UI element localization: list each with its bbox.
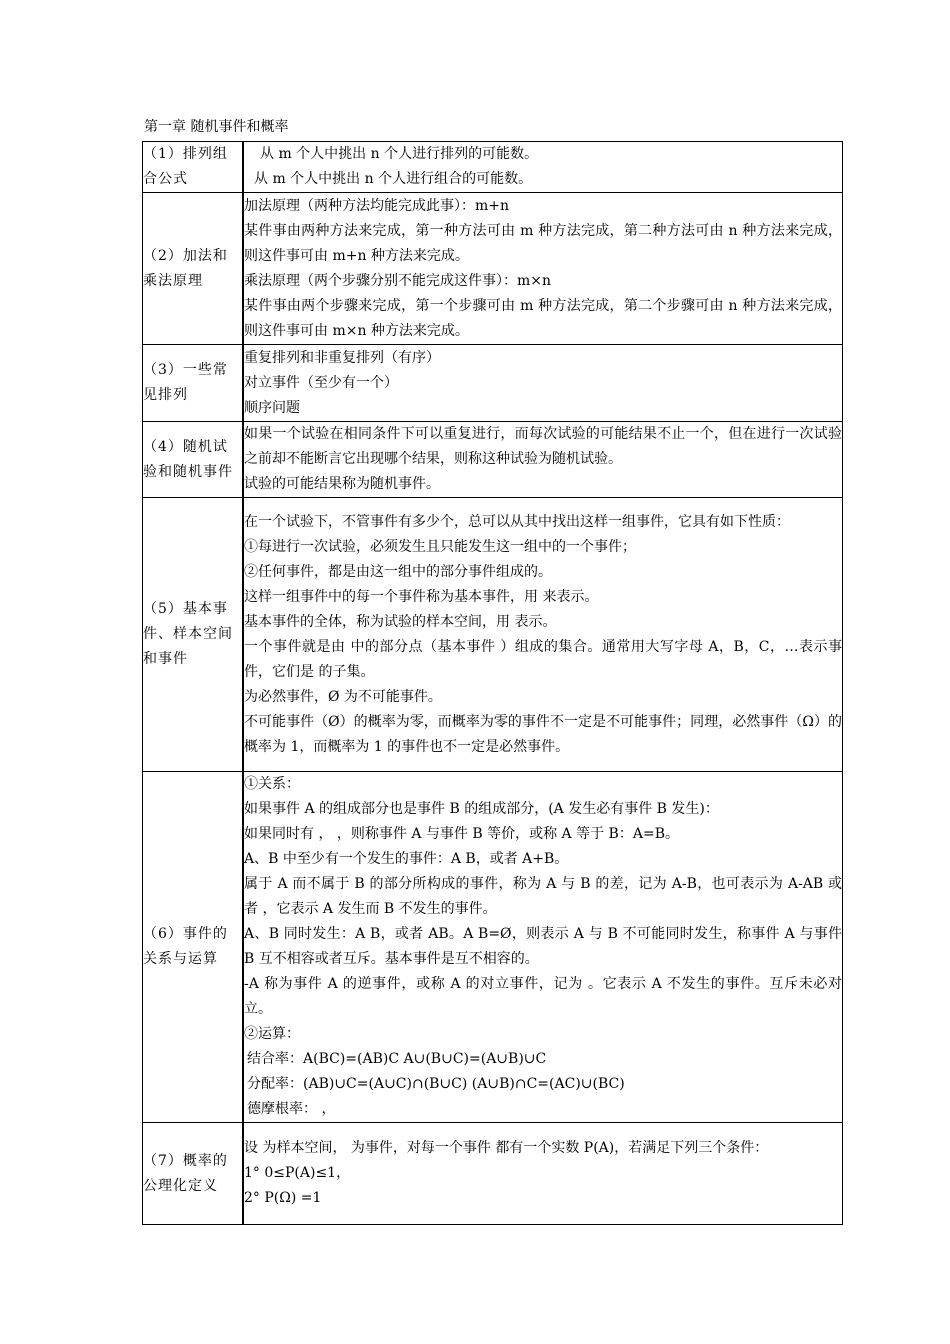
- content-line: 加法原理（两种方法均能完成此事）：m+n: [244, 197, 510, 214]
- content-line: 德摩根率： ，: [247, 1101, 336, 1117]
- row-content-probability-axioms: [243, 1123, 843, 1225]
- content-line: ①关系：: [244, 776, 300, 792]
- row-label-common-permutations: （3）一些常见排列: [143, 345, 244, 422]
- content-line: A、B 中至少有一个发生的事件：A B，或者 A+B。: [244, 851, 569, 867]
- content-line: ①每进行一次试验，必须发生且只能发生这一组中的一个事件；: [244, 538, 636, 555]
- content-line: ②运算：: [244, 1026, 300, 1042]
- table-row-probability-axioms: [143, 1123, 843, 1225]
- content-paragraph: -A 称为事件 A 的逆事件，或称 A 的对立事件，记为 。它表示 A 不发生的事件。互斥未必对立。: [244, 976, 842, 1017]
- content-line: 2° P(Ω) =1: [244, 1190, 322, 1206]
- content-line: 顺序问题: [244, 399, 300, 416]
- row-content-common-permutations: [243, 345, 843, 422]
- content-paragraph: 不可能事件（Ø）的概率为零，而概率为零的事件不一定是不可能事件；同理，必然事件（Ω）的概率为 1，而概率为 1 的事件也不一定是必然事件。: [244, 713, 842, 755]
- content-line: 对立事件（至少有一个）: [244, 374, 398, 391]
- row-label-probability-axioms: （7）概率的公理化定义: [143, 1123, 244, 1225]
- content-line: 为必然事件，Ø 为不可能事件。: [244, 688, 442, 705]
- table-row-common-permutations: [143, 345, 843, 422]
- content-line: 从 m 个人中挑出 n 个人进行组合的可能数。: [254, 171, 533, 187]
- table-row-sample-space: [143, 498, 843, 772]
- row-content-addition-multiplication: [243, 193, 843, 345]
- content-line: 结合率：A(BC)=(AB)C A∪(B∪C)=(A∪B)∪C: [247, 1051, 547, 1067]
- table-row-event-relations: [143, 772, 843, 1123]
- row-label-random-experiment: （4）随机试验和随机事件: [143, 422, 244, 498]
- content-line: 如果事件 A 的组成部分也是事件 B 的组成部分，(A 发生必有事件 B 发生)：: [244, 801, 719, 817]
- row-content-random-experiment: [243, 422, 843, 498]
- content-line: 基本事件的全体，称为试验的样本空间，用 表示。: [244, 613, 557, 630]
- table-row-addition-multiplication: [143, 193, 843, 345]
- content-line: 这样一组事件中的每一个事件称为基本事件，用 来表示。: [244, 588, 599, 605]
- row-label-event-relations: （6）事件的关系与运算: [143, 772, 244, 1123]
- content-paragraph: 某件事由两个步骤来完成，第一个步骤可由 m 种方法完成，第二个步骤可由 n 种方法来完成，则这件事可由 m×n 种方法来完成。: [244, 297, 842, 339]
- content-paragraph: 属于 A 而不属于 B 的部分所构成的事件，称为 A 与 B 的差，记为 A-B，也可表示为 A-AB 或者 ，它表示 A 发生而 B 不发生的事件。: [244, 876, 842, 917]
- content-line: 乘法原理（两个步骤分别不能完成这件事）：m×n: [244, 272, 552, 289]
- row-label-addition-multiplication: （2）加法和乘法原理: [143, 193, 244, 345]
- row-label-permutation: （1）排列组合公式: [143, 142, 244, 193]
- content-paragraph: 一个事件就是由 中的部分点（基本事件 ）组成的集合。通常用大写字母 A，B，C，…表示事件，它们是 的子集。: [244, 638, 842, 680]
- row-content-event-relations: [243, 772, 843, 1123]
- row-content-sample-space: [243, 498, 843, 772]
- content-line: 1° 0≤P(A)≤1，: [244, 1165, 351, 1181]
- content-paragraph: 在一个试验下，不管事件有多少个，总可以从其中找出这样一组事件，它具有如下性质：: [244, 513, 790, 530]
- content-line: 从 m 个人中挑出 n 个人进行排列的可能数。: [260, 146, 539, 162]
- content-line: 试验的可能结果称为随机事件。: [244, 476, 440, 492]
- row-content-permutation: [243, 142, 843, 193]
- chapter-title: 第一章 随机事件和概率: [144, 119, 289, 135]
- content-paragraph: 某件事由两种方法来完成，第一种方法可由 m 种方法完成，第二种方法可由 n 种方法来完成，则这件事可由 m+n 种方法来完成。: [244, 222, 842, 264]
- table-row-random-experiment: [143, 422, 843, 498]
- content-line: 重复排列和非重复排列（有序）: [244, 349, 440, 366]
- table-row-permutation: [143, 142, 843, 193]
- row-label-sample-space: （5）基本事件、样本空间和事件: [143, 498, 244, 772]
- content-paragraph: 设 为样本空间， 为事件，对每一个事件 都有一个实数 P(A)，若满足下列三个条件：: [244, 1140, 769, 1156]
- summary-table: [142, 141, 843, 1225]
- content-paragraph: 如果一个试验在相同条件下可以重复进行，而每次试验的可能结果不止一个，但在进行一次试验之前却不能断言它出现哪个结果，则称这种试验为随机试验。: [244, 426, 842, 467]
- content-line: ②任何事件，都是由这一组中的部分事件组成的。: [244, 563, 552, 580]
- content-paragraph: A、B 同时发生：A B，或者 AB。A B=Ø，则表示 A 与 B 不可能同时发生，称事件 A 与事件 B 互不相容或者互斥。基本事件是互不相容的。: [244, 926, 842, 967]
- content-line: 分配率：(AB)∪C=(A∪C)∩(B∪C) (A∪B)∩C=(AC)∪(BC): [247, 1076, 625, 1092]
- content-line: 如果同时有 ， ，则称事件 A 与事件 B 等价，或称 A 等于 B：A=B。: [244, 826, 679, 842]
